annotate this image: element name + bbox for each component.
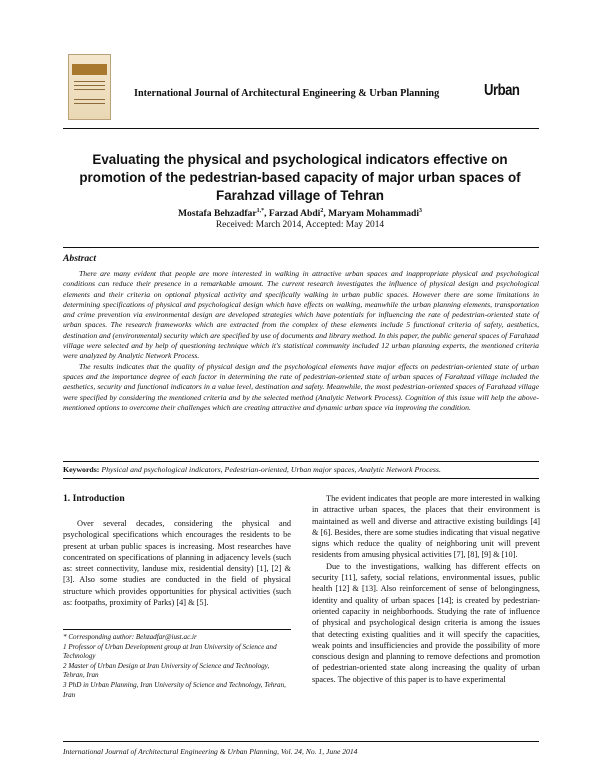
footnote: 2 Master of Urban Design at Iran University of Science and Technology, Tehran, Iran [63,661,270,680]
keywords-text: Physical and psychological indicators, Pedestrian-oriented, Urban major spaces, Analytic Network Process. [99,465,441,474]
keywords-bottom-rule [63,478,539,479]
abstract-paragraph: There are many evident that people are more interested in walking in attractive urban spaces and inappropriate physical and psychological conditions can reduce their presence in a remarkable amount. The current research investigates the influence of physical design and psychological elements and their criteria on optional physical activity and specifically walking in urban public spaces. However there are some limitations in determining specifications of physical and psychological design which have effects on walking, meanwhile the urban planning elements, transportation and crime prevention via environmental design are developed strategies which have potentials for influencing the rate of pedestrian-oriented state of urban spaces. The research frameworks which are extracted from the complex of these elements include 5 functional criteria of safety, aesthetics, destination and (environmental) security which are specified by use of documents and library method. In this paper, the public general spaces of Farahzad village were selected and by help of questioning technique which it's statistical community included 12 urban planning experts, the mentioned criteria were analyzed by Analytic Network Process. [63,269,539,361]
keywords [63,465,539,474]
author-affiliation-mark: 3 [419,208,423,214]
body-paragraph: Over several decades, considering the physical and psychological specifications which encourages the residents to be present at urban public spaces is increasing. Most researches have concentrated on specifications of planning in adjacency levels (such as: street connectivity, landuse mix, residential density) [1], [2] & [3]. Also some studies are conducted in the field of physical structure which provides opportunities for physical activities (such as: footpaths, proximity of Parks) [4] & [5]. [63,519,291,608]
section-heading: 1. Introduction [63,493,125,504]
author-name: Maryam Mohammadi [328,208,420,220]
journal-mark: Urban [484,82,520,99]
body-paragraph: Due to the investigations, walking has different effects on security [11], safety, social relations, environmental issues, public health [12] & [13]. Also reinforcement of sense of belongingness, identity and quality of urban spaces [14]; is created by pedestrian-oriented capacity in neighborhoods. Studying the rate of influence of physical and psychological design criteria is among the issues that detecting existing qualities and it will specify the capacities, weak points and insufficiencies and provide the possibility of more conscious design and planning to remove defections and promotion of pedestrian-oriented state along increasing the quality of urban spaces. The objective of this paper is to have experimental [312,561,540,684]
header-rule [63,128,539,129]
author-list [60,208,540,219]
abstract-heading: Abstract [63,253,97,264]
right-column [312,493,540,685]
author-affiliation-mark: 1,* [256,208,265,214]
footnote-rule [63,629,291,630]
author-affiliation-mark: 2 [320,208,324,214]
author-name: Farzad Abdi [268,208,321,220]
keywords-label: Keywords: [63,465,100,474]
abstract-body [63,269,539,413]
author-separator: , [323,208,329,220]
page-footer: International Journal of Architectural Engineering & Urban Planning, Vol. 24, No. 1, June 2014 [63,747,358,756]
left-column [63,518,291,608]
footnote: * Corresponding author: Behzadfar@iust.ac.ir [63,633,197,641]
footnotes [63,633,291,700]
author-name: Mostafa Behzadfar [177,208,257,220]
paper-title: Evaluating the physical and psychological indicators effective on promotion of the pedestrian-based capacity of major urban spaces of Farahzad village of Tehran [79,152,521,203]
abstract-top-rule [63,247,539,248]
received-dates: Received: March 2014, Accepted: May 2014 [215,220,385,230]
abstract-paragraph: The results indicates that the quality of physical design and the psychological elements have major effects on pedestrian-oriented state of urban spaces and the importance degree of each factor in determining the rate of pedestrian-oriented state of urban spaces of Farahzad village included the aesthetics, security and functional indicators in a value level, destination and safety. Meanwhile, the most pedestrian-oriented spaces of Farahzad village were specified by considering the mentioned criteria and by the selected method (Analytic Network Process). Cognition of this issue will help the above-mentioned options to overcome their challenges which are creating attractive and dynamic urban space via improving the condition. [63,361,539,412]
author-separator: , [264,208,269,220]
journal-name: International Journal of Architectural Engineering & Urban Planning [134,88,440,99]
keywords-top-rule [63,461,539,462]
journal-cover-thumbnail [68,54,111,120]
body-paragraph: The evident indicates that people are more interested in walking in attractive urban spaces, the places that their environment is maintained as well and diverse and attractive existing buildings [4] & [6]. Besides, there are some studies indicating that visual negative signs which reduce the quality of neighboring unit will prevent residents from amusing physical activities [7], [8], [9] & [10]. [312,494,540,560]
footer-rule [63,741,539,742]
footnote: 3 PhD in Urban Planning, Iran University of Science and Technology, Tehran, Iran [63,680,286,699]
footnote: 1 Professor of Urban Development group at Iran University of Science and Technology [63,642,277,661]
